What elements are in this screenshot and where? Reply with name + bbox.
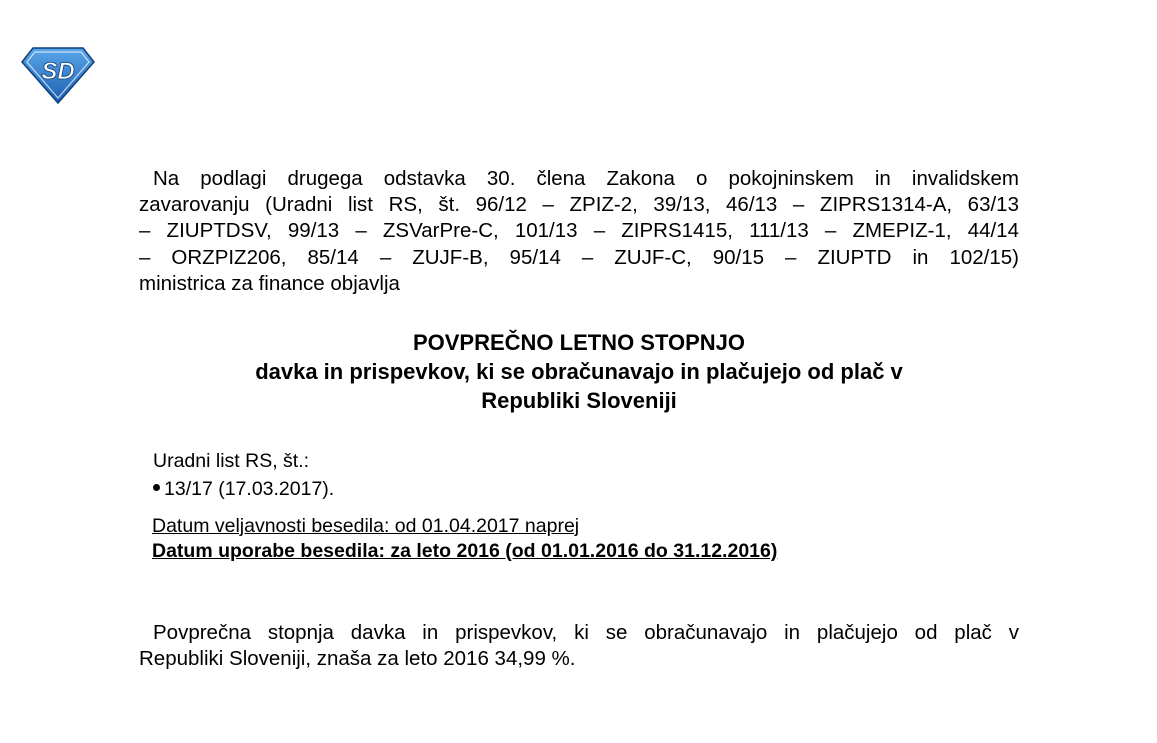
- intro-line: – ORZPIZ206, 85/14 – ZUJF-B, 95/14 – ZUJF-C, 90/15 – ZIUPTD in 102/15): [139, 245, 1019, 269]
- result-line: Republiki Sloveniji, znaša za leto 2016 34,99 %.: [139, 647, 576, 671]
- intro-line: zavarovanju (Uradni list RS, št. 96/12 – ZPIZ-2, 39/13, 46/13 – ZIPRS1314-A, 63/13: [139, 193, 1019, 217]
- svg-text:SD: SD: [41, 58, 75, 85]
- publication-label: Uradni list RS, št.:: [153, 450, 310, 472]
- intro-paragraph: [139, 166, 1019, 297]
- publication-list-item: [153, 476, 334, 502]
- usage-date: Datum uporabe besedila: za leto 2016 (od 01.01.2016 do 31.12.2016): [152, 540, 778, 562]
- intro-line: ministrica za finance objavlja: [139, 271, 400, 295]
- result-paragraph: [139, 620, 1019, 672]
- bullet-icon: [153, 484, 160, 491]
- title-line-3: Republiki Sloveniji: [481, 388, 677, 413]
- result-line: Povprečna stopnja davka in prispevkov, ki se obračunavajo in plačujejo od plač v: [153, 621, 1019, 644]
- title-line-2: davka in prispevkov, ki se obračunavajo in plačujejo od plač v: [255, 359, 903, 384]
- publication-item-text: 13/17 (17.03.2017).: [164, 478, 335, 500]
- validity-date: Datum veljavnosti besedila: od 01.04.2017 naprej: [152, 515, 580, 537]
- title-line-1: POVPREČNO LETNO STOPNJO: [412, 330, 746, 355]
- intro-line: – ZIUPTDSV, 99/13 – ZSVarPre-C, 101/13 – ZIPRS1415, 111/13 – ZMEPIZ-1, 44/14: [139, 219, 1019, 243]
- intro-line: Na podlagi drugega odstavka 30. člena Zakona o pokojninskem in invalidskem: [153, 167, 1019, 190]
- sd-diamond-logo-icon: [21, 46, 95, 104]
- document-title: [139, 328, 1019, 415]
